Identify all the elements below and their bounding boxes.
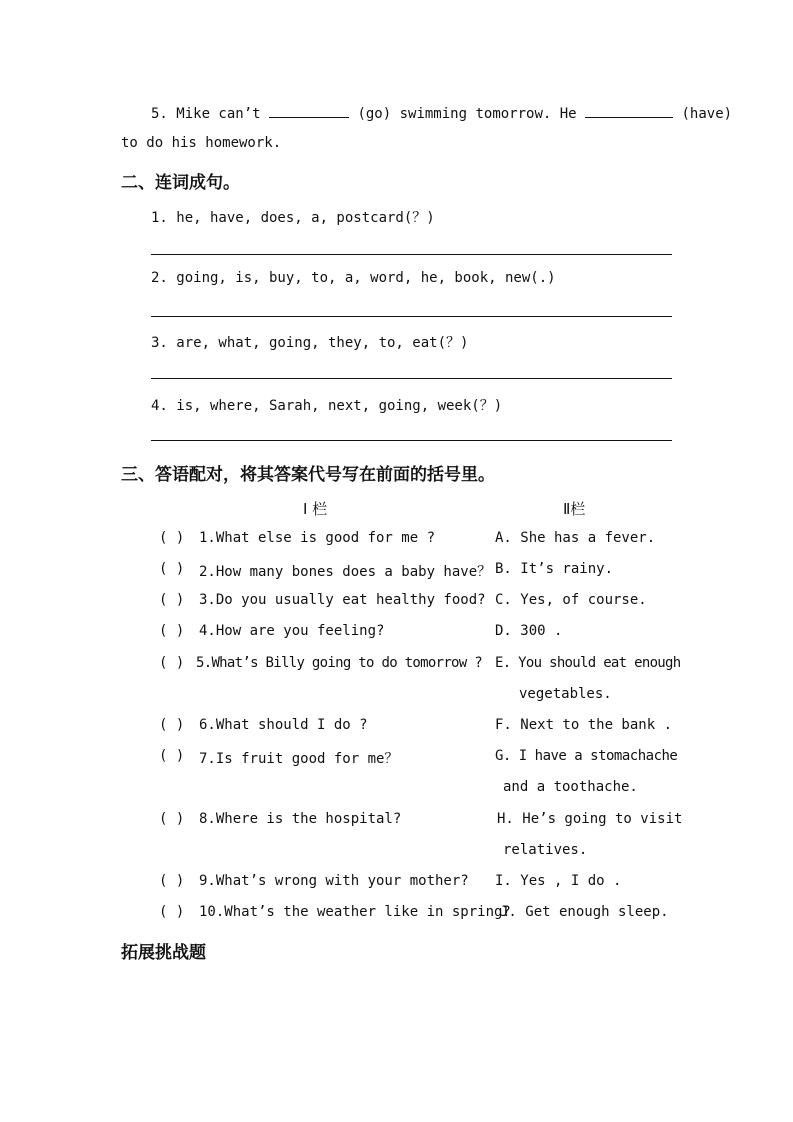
- question-5: 5.What’s Billy going to do tomorrow ?: [196, 655, 482, 671]
- question-3: 3.Do you usually eat healthy food?: [199, 592, 486, 608]
- section2-item-3: 3. are, what, going, they, to, eat(？): [151, 335, 469, 351]
- answer-I: I. Yes , I do .: [495, 873, 622, 889]
- answer-B: B. It’s rainy.: [495, 561, 614, 577]
- answer-H: H. He’s going to visit: [497, 811, 683, 827]
- question-10: 10.What’s the weather like in spring?: [199, 904, 511, 920]
- answer-bracket[interactable]: ( ): [159, 623, 185, 639]
- question-9: 9.What’s wrong with your mother?: [199, 873, 469, 889]
- column1-header: Ⅰ 栏: [303, 500, 328, 518]
- section4-heading: 拓展挑战题: [121, 943, 206, 963]
- answer-E: E. You should eat enough: [495, 655, 681, 671]
- answer-A: A. She has a fever.: [495, 530, 656, 546]
- question-4: 4.How are you feeling?: [199, 623, 385, 639]
- answer-G: G. I have a stomachache: [495, 748, 678, 764]
- q5-text-part2: (go) swimming tomorrow. He: [357, 106, 577, 122]
- q5-line1: [151, 103, 732, 122]
- section2-heading: 二、连词成句。: [121, 173, 240, 193]
- answer-bracket[interactable]: ( ): [159, 748, 185, 764]
- answer-G-continued: and a toothache.: [503, 779, 638, 795]
- answer-J: J. Get enough sleep.: [500, 904, 669, 920]
- section2-item-4: 4. is, where, Sarah, next, going, week(？): [151, 398, 503, 414]
- answer-bracket[interactable]: ( ): [159, 655, 185, 671]
- answer-line-3[interactable]: [151, 378, 672, 379]
- section3-heading: 三、答语配对，将其答案代号写在前面的括号里。: [121, 465, 495, 485]
- answer-H-continued: relatives.: [503, 842, 588, 858]
- question-8: 8.Where is the hospital?: [199, 811, 402, 827]
- column2-header: Ⅱ栏: [563, 500, 586, 518]
- q5-text-part3: (have): [681, 106, 733, 122]
- q5-line2: to do his homework.: [121, 135, 282, 151]
- question-2: 2.How many bones does a baby have？: [199, 564, 492, 580]
- answer-C: C. Yes, of course.: [495, 592, 647, 608]
- answer-line-2[interactable]: [151, 316, 672, 317]
- answer-bracket[interactable]: ( ): [159, 873, 185, 889]
- question-1: 1.What else is good for me ?: [199, 530, 436, 546]
- question-7: 7.Is fruit good for me？: [199, 751, 399, 767]
- answer-bracket[interactable]: ( ): [159, 530, 185, 546]
- answer-bracket[interactable]: ( ): [159, 592, 185, 608]
- answer-bracket[interactable]: ( ): [159, 561, 185, 577]
- answer-line-4[interactable]: [151, 440, 672, 441]
- answer-line-1[interactable]: [151, 254, 672, 255]
- q5-blank-have[interactable]: [585, 103, 673, 118]
- section2-item-2: 2. going, is, buy, to, a, word, he, book, new(.): [151, 270, 556, 286]
- section2-item-1: 1. he, have, does, a, postcard(？): [151, 210, 435, 226]
- answer-bracket[interactable]: ( ): [159, 717, 185, 733]
- q5-blank-go[interactable]: [269, 103, 349, 118]
- question-6: 6.What should I do ?: [199, 717, 368, 733]
- answer-bracket[interactable]: ( ): [159, 811, 185, 827]
- q5-text-part1: 5. Mike can’t: [151, 106, 261, 122]
- answer-E-continued: vegetables.: [519, 686, 612, 702]
- answer-D: D. 300 .: [495, 623, 563, 639]
- answer-F: F. Next to the bank .: [495, 717, 673, 733]
- answer-bracket[interactable]: ( ): [159, 904, 185, 920]
